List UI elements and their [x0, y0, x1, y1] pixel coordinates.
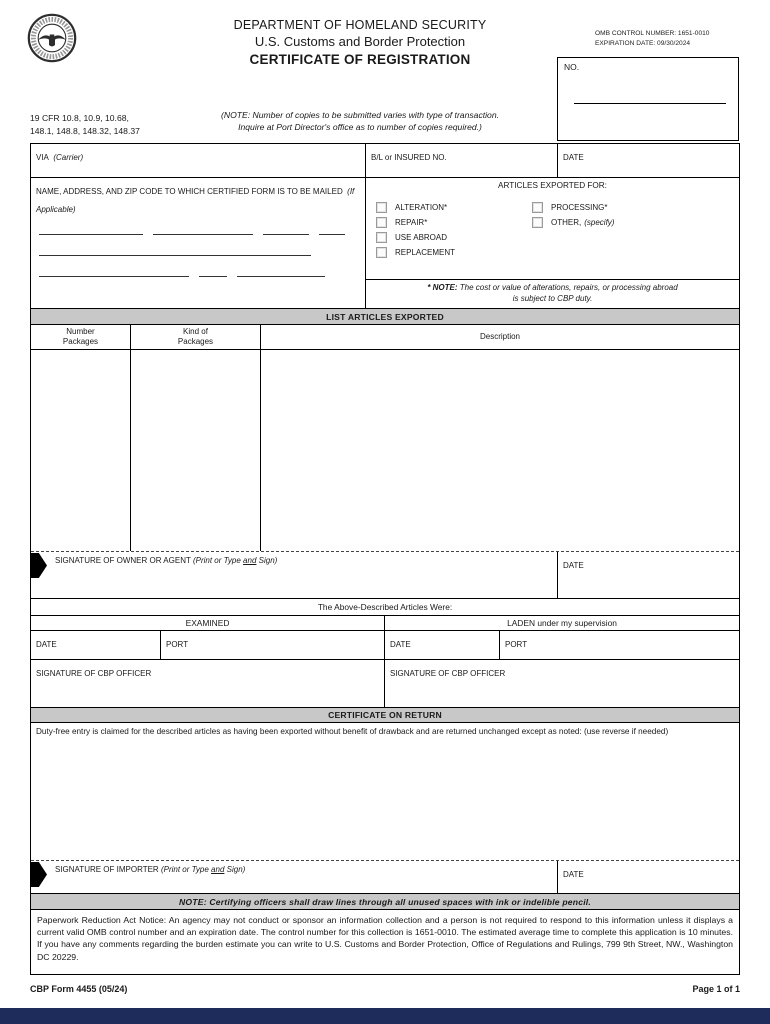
- row-importer-signature: [31, 861, 739, 894]
- field-via-carrier: [31, 144, 366, 177]
- no-label: NO.: [564, 62, 580, 72]
- checkbox-repair-label: REPAIR*: [395, 218, 428, 227]
- articles-duty-note: * NOTE: The cost or value of alterations, repairs, or processing abroad is subject to CBP duty.: [366, 279, 739, 308]
- table-cell-description: [261, 350, 739, 551]
- checkbox-other-label: OTHER,: [551, 218, 582, 227]
- form-grid: [30, 143, 740, 975]
- mailto-blank-line: [263, 234, 309, 235]
- checkbox-alteration-label: ALTERATION*: [395, 203, 448, 212]
- owner-signature-label: SIGNATURE OF OWNER OR AGENT: [55, 556, 191, 565]
- omb-control-number: OMB CONTROL NUMBER: 1651-0010: [595, 30, 710, 37]
- page-footer: [30, 984, 740, 994]
- mailto-blank-line: [199, 276, 227, 277]
- paperwork-reduction-act-notice: Paperwork Reduction Act Notice: An agency may not conduct or sponsor an information collection and a person is not required to respond to this information unless it displays a current valid OMB control number and an expiration date. The control number for this collection is 1651-0010. The estimated average time to complete this application is 10 minutes. If you have any comments regarding the burden estimate you can write to U.S. Customs and Border Protection, Office of Regulations and Rulings, 799 9th Street, NW., Washington DC 20229.: [37, 915, 733, 962]
- laden-header: LADEN under my supervision: [507, 618, 617, 628]
- table-cell-kind-of-packages: [131, 350, 261, 551]
- via-carrier-paren: (Carrier): [53, 153, 84, 162]
- field-laden-port: PORT: [505, 640, 528, 649]
- checkbox-replacement[interactable]: [376, 247, 387, 258]
- mailto-blank-line: [319, 234, 345, 235]
- option-alteration: [376, 202, 455, 213]
- articles-exported-for-cell: [366, 178, 739, 308]
- field-examined-port: PORT: [161, 631, 385, 659]
- field-laden-date: DATE: [385, 631, 500, 659]
- page-indicator: Page 1 of 1: [692, 984, 740, 994]
- option-other: [532, 217, 614, 228]
- omb-expiration-date: EXPIRATION DATE: 09/30/2024: [595, 40, 691, 48]
- agency-name: DEPARTMENT OF HOMELAND SECURITY: [233, 18, 487, 32]
- viewer-bottom-bar: [0, 1008, 770, 1024]
- mailto-label: NAME, ADDRESS, AND ZIP CODE TO WHICH CERTIFIED FORM IS TO BE MAILED: [36, 187, 343, 196]
- above-described-row: The Above-Described Articles Were:: [31, 599, 739, 616]
- row-paperwork-notice: [31, 910, 739, 974]
- checkbox-other-specify: (specify): [584, 218, 615, 227]
- field-bl-insured-no: [366, 144, 558, 177]
- date-label: DATE: [563, 153, 584, 162]
- field-cbp-officer-signature-examined: SIGNATURE OF CBP OFFICER: [31, 660, 385, 707]
- cfr-references: 19 CFR 10.8, 10.9, 10.68, 148.1, 148.8, 148.32, 148.37: [30, 113, 140, 136]
- page-title: CERTIFICATE OF REGISTRATION: [249, 52, 471, 67]
- row-owner-signature: [31, 552, 739, 599]
- list-table-header: [31, 325, 739, 350]
- registration-number-box: [557, 57, 739, 141]
- checkbox-other[interactable]: [532, 217, 543, 228]
- registration-number-line: [574, 103, 726, 104]
- col-header-number-packages: Number Packages: [31, 325, 131, 349]
- field-mailto-address: [31, 178, 366, 308]
- mailto-if-applicable: (If Applicable): [36, 187, 355, 214]
- checkbox-use-abroad[interactable]: [376, 232, 387, 243]
- table-cell-number-packages: [31, 350, 131, 551]
- articles-checkbox-column-right: [532, 202, 614, 232]
- field-date-top: [558, 144, 739, 177]
- certificate-on-return-body: [31, 723, 739, 861]
- checkbox-replacement-label: REPLACEMENT: [395, 248, 456, 257]
- mailto-blank-line: [153, 234, 253, 235]
- row-via-bl-date: [31, 144, 739, 178]
- field-cbp-officer-signature-laden: SIGNATURE OF CBP OFFICER: [390, 669, 506, 678]
- option-repair: [376, 217, 455, 228]
- checkbox-alteration[interactable]: [376, 202, 387, 213]
- mailto-blank-line: [39, 276, 189, 277]
- row-cbp-officer-signatures: [31, 660, 739, 708]
- row-date-port: [31, 631, 739, 660]
- checkbox-repair[interactable]: [376, 217, 387, 228]
- row-mailto-articles: [31, 178, 739, 309]
- option-processing: [532, 202, 614, 213]
- field-examined-date: DATE: [31, 631, 161, 659]
- importer-signature-label: SIGNATURE OF IMPORTER: [55, 865, 159, 874]
- option-use-abroad: [376, 232, 455, 243]
- mailto-blank-line: [237, 276, 325, 277]
- owner-signature-paren: (Print or Type and Sign): [192, 556, 278, 565]
- checkbox-use-abroad-label: USE ABROAD: [395, 233, 448, 242]
- row-examined-laden: [31, 616, 739, 631]
- certifying-officers-note-bar: NOTE: Certifying officers shall draw lines through all unused spaces with ink or indelible pencil.: [31, 894, 739, 910]
- articles-note-bold: * NOTE:: [427, 283, 458, 292]
- checkbox-processing[interactable]: [532, 202, 543, 213]
- dhs-seal-icon: [27, 13, 77, 63]
- field-owner-signature: [31, 552, 558, 598]
- field-importer-signature: [31, 861, 558, 893]
- checkbox-processing-label: PROCESSING*: [551, 203, 608, 212]
- col-header-kind-of-packages: Kind of Packages: [131, 325, 261, 349]
- mailto-blank-line: [39, 255, 311, 256]
- importer-signature-paren: (Print or Type and Sign): [160, 865, 246, 874]
- articles-checkbox-column-left: [376, 202, 455, 262]
- field-owner-signature-date: [558, 552, 739, 598]
- option-replacement: [376, 247, 455, 258]
- duty-free-entry-text: Duty-free entry is claimed for the described articles as having been exported without benefit of drawback and are returned unchanged except as noted: (use reverse if needed): [36, 727, 669, 736]
- bl-label: B/L or INSURED NO.: [371, 153, 447, 162]
- via-label: VIA: [36, 153, 49, 162]
- articles-exported-title: ARTICLES EXPORTED FOR:: [498, 181, 607, 190]
- bureau-name: U.S. Customs and Border Protection: [254, 34, 466, 49]
- mailto-blank-line: [39, 234, 143, 235]
- examined-header: EXAMINED: [31, 616, 385, 630]
- list-table-body: [31, 350, 739, 552]
- certificate-on-return-bar: CERTIFICATE ON RETURN: [31, 708, 739, 723]
- form-number: CBP Form 4455 (05/24): [30, 984, 128, 994]
- form-title-block: [150, 18, 570, 67]
- copies-note: (NOTE: Number of copies to be submitted varies with type of transaction. Inquire at Port Director's office as to number of copies required.): [221, 110, 499, 133]
- date-label: DATE: [563, 561, 584, 570]
- list-articles-exported-bar: LIST ARTICLES EXPORTED: [31, 309, 739, 325]
- col-header-description: Description: [479, 331, 520, 341]
- omb-block: [595, 29, 709, 49]
- field-importer-signature-date: DATE: [563, 870, 584, 879]
